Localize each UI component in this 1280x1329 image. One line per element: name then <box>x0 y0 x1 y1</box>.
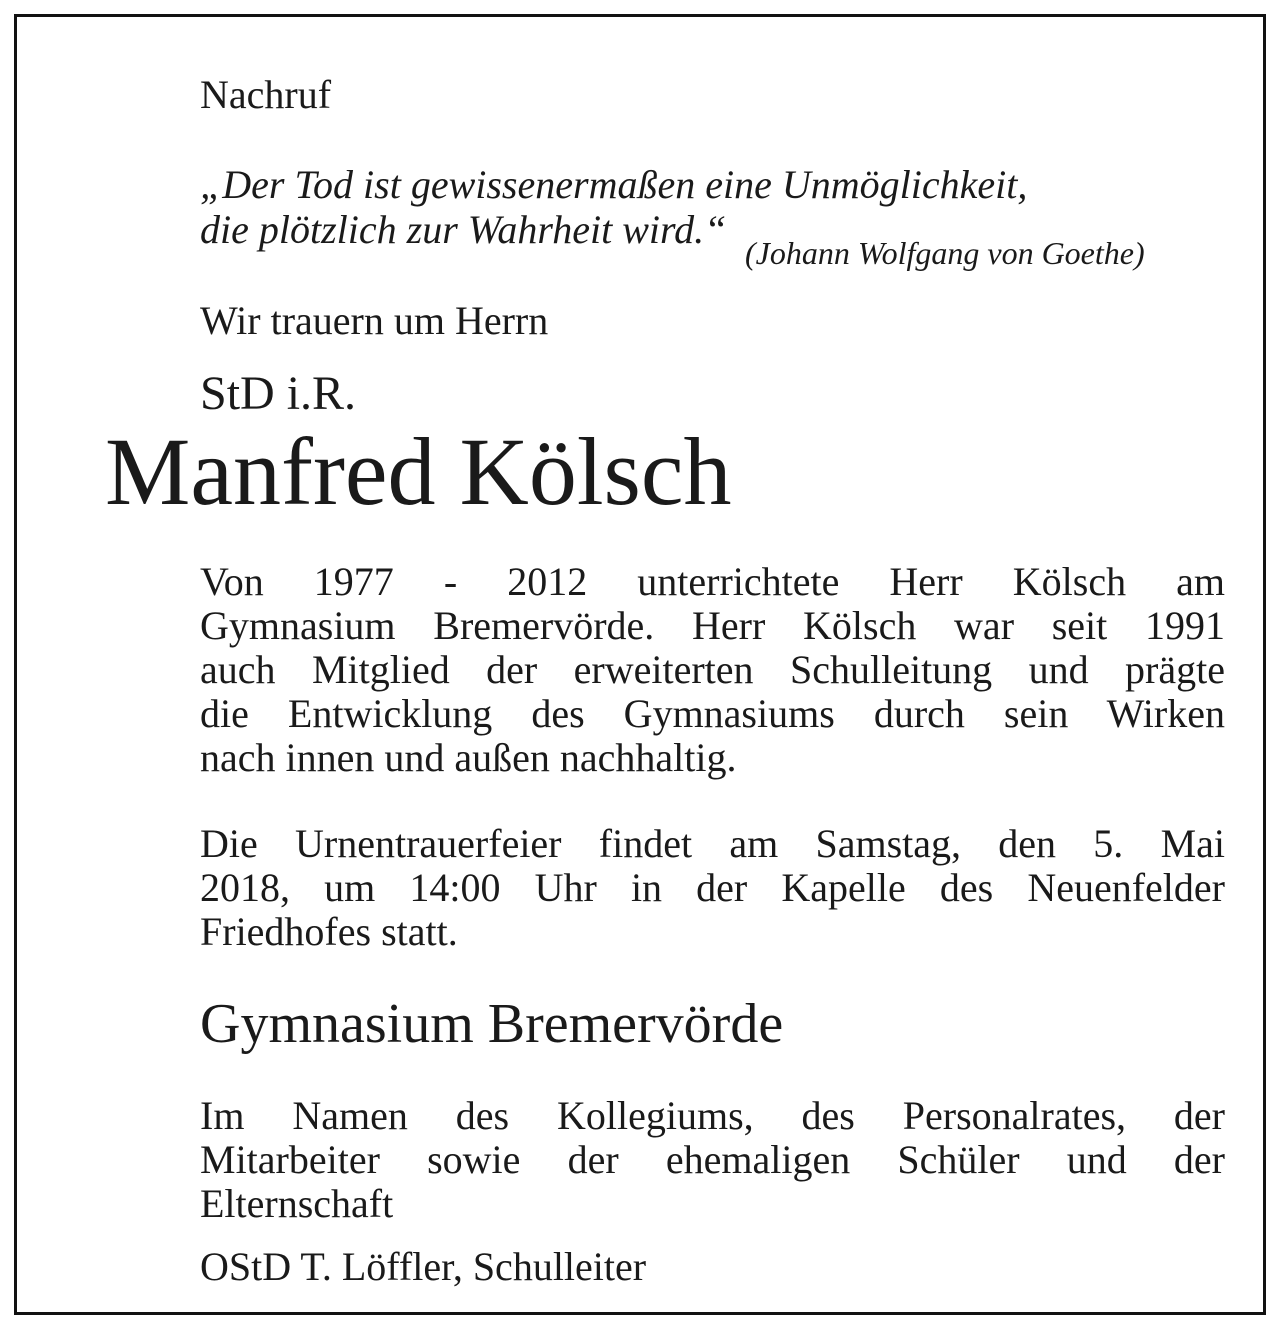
paragraph-line: nach innen und außen nachhaltig. <box>200 735 737 780</box>
deceased-name: Manfred Kölsch <box>105 418 732 525</box>
on-behalf-paragraph <box>200 1094 1225 1226</box>
career-paragraph <box>200 560 1225 780</box>
notice-heading: Nachruf <box>200 72 332 117</box>
quote-line-2: die plötzlich zur Wahrheit wird.“ <box>200 207 727 252</box>
paragraph-line: 2018, um 14:00 Uhr in der Kapelle des Neuenfelder <box>200 865 1225 910</box>
quote-line-1: „Der Tod ist gewissenermaßen eine Unmöglichkeit, <box>200 162 1028 207</box>
academic-title: StD i.R. <box>200 367 357 420</box>
signature-line: OStD T. Löffler, Schulleiter <box>200 1244 647 1289</box>
paragraph-line: Friedhofes statt. <box>200 909 458 954</box>
paragraph-line: die Entwicklung des Gymnasiums durch sein Wirken <box>200 691 1225 736</box>
obituary-notice <box>14 14 1266 1315</box>
paragraph-line: Mitarbeiter sowie der ehemaligen Schüler und der <box>200 1137 1225 1182</box>
paragraph-line: Die Urnentrauerfeier findet am Samstag, den 5. Mai <box>200 821 1225 866</box>
paragraph-line: Elternschaft <box>200 1181 394 1226</box>
paragraph-line: Gymnasium Bremervörde. Herr Kölsch war seit 1991 <box>200 603 1225 648</box>
paragraph-line: Von 1977 - 2012 unterrichtete Herr Kölsch am <box>200 559 1225 604</box>
ceremony-paragraph <box>200 822 1225 954</box>
intro-text: Wir trauern um Herrn <box>200 298 549 343</box>
school-name: Gymnasium Bremervörde <box>200 993 784 1055</box>
paragraph-line: auch Mitglied der erweiterten Schulleitung und prägte <box>200 647 1225 692</box>
quote-attribution: (Johann Wolfgang von Goethe) <box>745 235 1145 271</box>
paragraph-line: Im Namen des Kollegiums, des Personalrates, der <box>200 1093 1225 1138</box>
